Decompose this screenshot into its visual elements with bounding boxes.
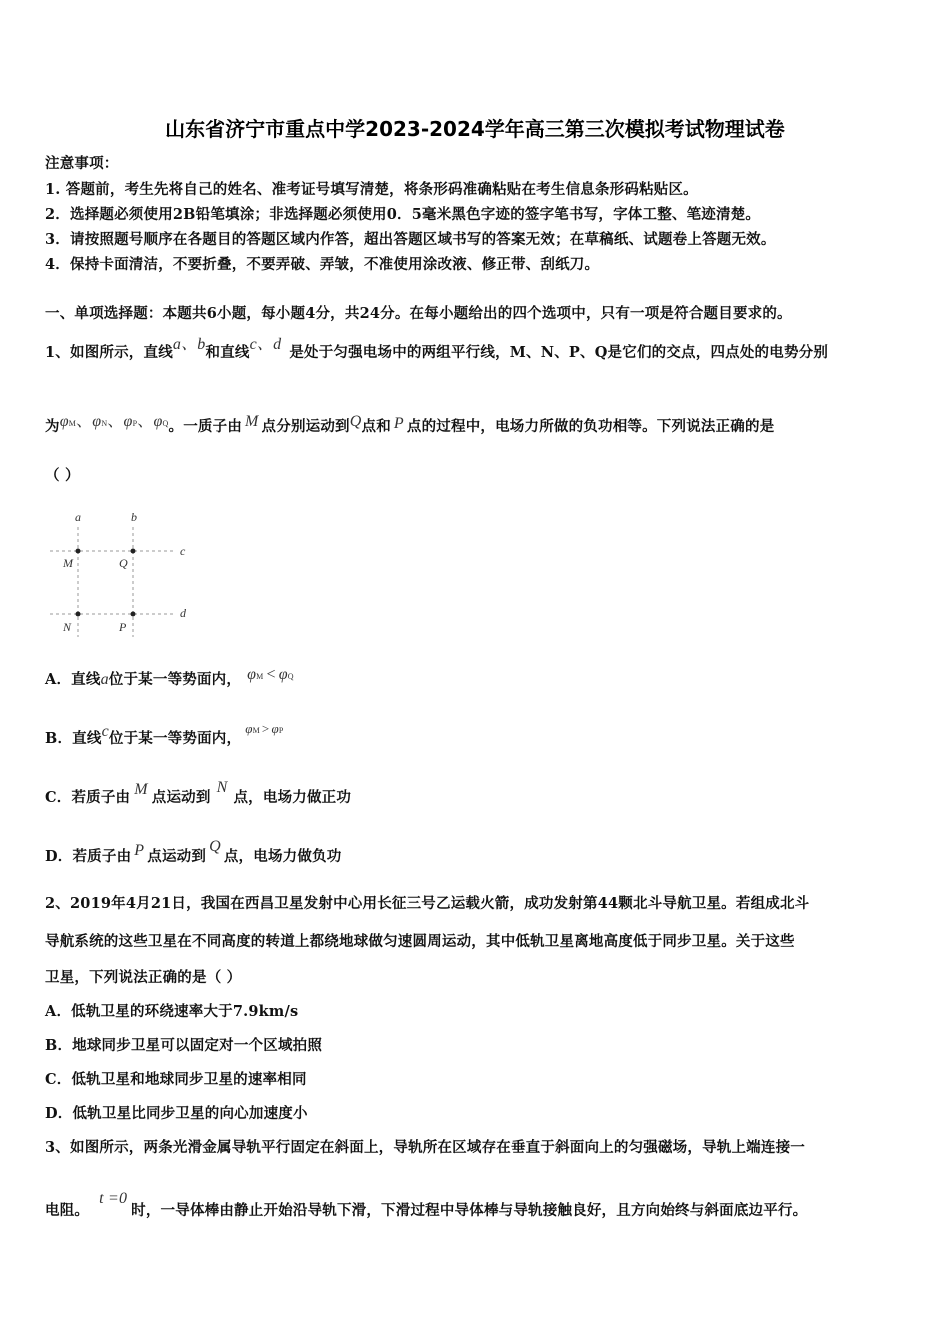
option-b: B．地球同步卫星可以固定对一个区域拍照 — [45, 1037, 323, 1054]
label-d: d — [180, 606, 186, 620]
separator: 、 — [107, 413, 124, 430]
label-N: N — [63, 620, 72, 634]
notice-item: 3．请按照题号顺序在各题目的答题区域内作答，超出答题区域书写的答案无效；在草稿纸、试题卷上答题无效。 — [45, 231, 776, 248]
label-M: M — [63, 556, 73, 570]
subscript: P — [132, 419, 138, 428]
phi-symbol: φ — [247, 666, 257, 683]
question-2-line: 导航系统的这些卫星在不同高度的转道上都绕地球做匀速圆周运动，其中低轨卫星离地高度低于同步卫星。关于这些 — [45, 933, 795, 950]
math-c: c — [101, 723, 109, 740]
math-cd: c、d — [249, 336, 282, 353]
notice-item: 1. 答题前，考生先将自己的姓名、准考证号填写清楚，将条形码准确粘贴在考生信息条形码粘贴区。 — [45, 181, 698, 198]
phi-symbol: φ — [153, 413, 163, 430]
point-M — [76, 549, 81, 554]
phi-symbol: φ — [123, 413, 133, 430]
option-a — [45, 668, 294, 689]
point-N — [76, 612, 81, 617]
separator: 、 — [76, 413, 93, 430]
phi-symbol: φ — [245, 721, 253, 736]
point-P — [131, 612, 136, 617]
phi-symbol: φ — [271, 721, 279, 736]
text: 时，一导体棒由静止开始沿导轨下滑，下滑过程中导体棒与导轨接触良好，且方向始终与斜面底边平行。 — [131, 1202, 808, 1219]
answer-paren: （ ） — [45, 467, 80, 484]
subscript: M — [68, 419, 77, 428]
math-Q: Q — [349, 413, 362, 430]
math-P: P — [134, 842, 145, 859]
greater-than: > — [261, 721, 270, 736]
question-3-line-2 — [45, 1190, 808, 1220]
text: 1、如图所示，直线 — [45, 344, 173, 361]
text: B．直线 — [45, 730, 102, 747]
text: 点，电场力做负功 — [223, 848, 342, 865]
question-2-line: 2、2019年4月21日，我国在西昌卫星发射中心用长征三号乙运载火箭，成功发射第44颗北斗导航卫星。若组成北斗 — [45, 895, 810, 912]
label-b: b — [131, 510, 137, 524]
math-a: a — [100, 671, 109, 688]
math-M: M — [245, 413, 259, 430]
less-than: < — [266, 666, 276, 683]
field-line-figure — [45, 505, 205, 640]
phi-symbol: φ — [59, 413, 69, 430]
subscript: Q — [162, 419, 169, 428]
question-1-line-1 — [45, 336, 829, 362]
text: 点和 — [361, 418, 391, 435]
option-d — [45, 838, 342, 866]
text: 点运动到 — [147, 848, 207, 865]
text: 点分别运动到 — [261, 418, 350, 435]
point-Q — [131, 549, 136, 554]
label-c: c — [180, 544, 186, 558]
option-d: D．低轨卫星比同步卫星的向心加速度小 — [45, 1105, 308, 1122]
section-heading: 一、单项选择题：本题共6小题，每小题4分，共24分。在每小题给出的四个选项中，只有一项是符合题目要求的。 — [45, 305, 792, 322]
text: 位于某一等势面内， — [108, 730, 242, 747]
label-a: a — [75, 510, 81, 524]
label-Q: Q — [119, 556, 128, 570]
notice-item: 4．保持卡面清洁，不要折叠，不要弄破、弄皱，不准使用涂改液、修正带、刮纸刀。 — [45, 256, 600, 273]
page-title: 山东省济宁市重点中学2023-2024学年高三第三次模拟考试物理试卷 — [165, 117, 785, 141]
question-2-line: 卫星，下列说法正确的是（ ） — [45, 969, 242, 986]
math-P: P — [393, 415, 404, 432]
math-t0: t =0 — [99, 1190, 128, 1207]
text: 是处于匀强电场中的两组平行线，M、N、P、Q是它们的交点，四点处的电势分别 — [289, 344, 829, 361]
text: 电阻。 — [45, 1202, 90, 1219]
label-P: P — [119, 620, 127, 634]
option-b — [45, 721, 284, 748]
subscript: N — [101, 419, 108, 428]
option-a: A．低轨卫星的环绕速率大于7.9km/s — [45, 1003, 299, 1020]
notice-item: 2．选择题必须使用2B铅笔填涂；非选择题必须使用0．5毫米黑色字迹的签字笔书写，字体工整、笔迹清楚。 — [45, 206, 761, 223]
text: 点，电场力做正功 — [233, 789, 352, 806]
math-Q: Q — [209, 838, 221, 855]
phi-symbol: φ — [278, 666, 288, 683]
notice-heading: 注意事项： — [45, 155, 119, 172]
text: 位于某一等势面内， — [108, 671, 242, 688]
subscript: Q — [287, 672, 294, 681]
text: C．若质子由 — [45, 789, 131, 806]
text: 。一质子由 — [168, 418, 243, 435]
question-3-line-1: 3、如图所示，两条光滑金属导轨平行固定在斜面上，导轨所在区域存在垂直于斜面向上的匀强磁场，导轨上端连接一 — [45, 1139, 805, 1156]
math-N: N — [216, 779, 228, 796]
separator: 、 — [137, 413, 154, 430]
subscript: M — [256, 672, 264, 681]
text: A．直线 — [45, 671, 101, 688]
subscript: P — [278, 726, 284, 735]
subscript: M — [252, 726, 260, 735]
text: 为 — [45, 418, 60, 435]
option-c: C．低轨卫星和地球同步卫星的速率相同 — [45, 1071, 307, 1088]
math-ab: a、b — [172, 336, 206, 353]
text: D．若质子由 — [45, 848, 132, 865]
phi-symbol: φ — [92, 413, 102, 430]
text: 和直线 — [205, 344, 250, 361]
text: 点运动到 — [151, 789, 211, 806]
question-1-line-2 — [45, 413, 774, 436]
math-M: M — [134, 781, 148, 798]
option-c — [45, 779, 352, 807]
text: 点的过程中，电场力所做的负功相等。下列说法正确的是 — [406, 418, 775, 435]
